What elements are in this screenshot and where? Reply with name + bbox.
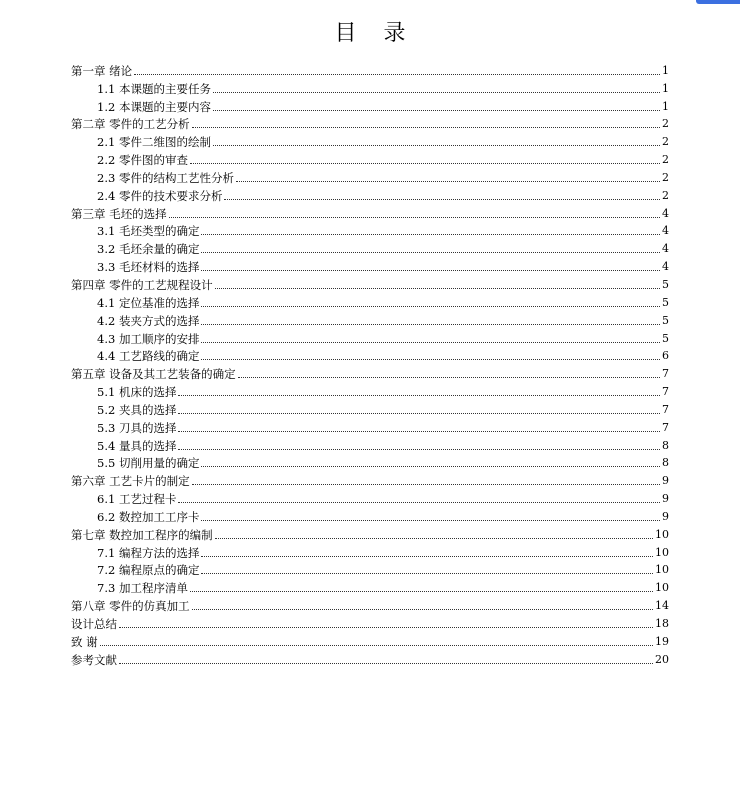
toc-entry[interactable] (71, 328, 669, 346)
dot-leader (224, 199, 660, 200)
toc-entry[interactable] (71, 310, 669, 328)
toc-entry-label: 3.2 毛坯余量的确定 (97, 242, 200, 257)
dot-leader (238, 377, 660, 378)
dot-leader (119, 663, 653, 664)
toc-entry[interactable] (71, 78, 669, 96)
toc-entry-page: 9 (662, 509, 669, 523)
toc-entry-page: 7 (662, 385, 669, 399)
dot-leader (178, 449, 660, 450)
toc-entry-page: 10 (655, 545, 669, 559)
toc-entry-page: 5 (662, 331, 669, 345)
toc-entry[interactable] (71, 363, 669, 381)
toc-entry[interactable] (71, 114, 669, 132)
toc-entry[interactable] (71, 381, 669, 399)
toc-entry-label: 5.2 夹具的选择 (97, 402, 177, 417)
dot-leader (190, 591, 653, 592)
dot-leader (201, 252, 660, 253)
toc-entry[interactable] (71, 256, 669, 274)
toc-entry[interactable] (71, 488, 669, 506)
toc-entry-label: 第二章 零件的工艺分析 (71, 117, 190, 132)
toc-entry-page: 8 (662, 456, 669, 470)
toc-entry-label: 7.2 编程原点的确定 (97, 563, 200, 578)
dot-leader (201, 270, 660, 271)
dot-leader (201, 520, 660, 521)
toc-entry[interactable] (71, 274, 669, 292)
toc-entry-label: 4.2 装夹方式的选择 (97, 313, 200, 328)
toc-entry-page: 10 (655, 581, 669, 595)
toc-entry-label: 6.2 数控加工工序卡 (97, 509, 200, 524)
corner-tab (696, 0, 740, 4)
toc-entry[interactable] (71, 292, 669, 310)
toc-entry-label: 2.3 零件的结构工艺性分析 (97, 170, 234, 185)
toc-entry-page: 7 (662, 402, 669, 416)
toc-entry[interactable] (71, 60, 669, 78)
toc-entry[interactable] (71, 203, 669, 221)
toc-entry-page: 8 (662, 438, 669, 452)
toc-entry-page: 10 (655, 563, 669, 577)
toc-entry[interactable] (71, 185, 669, 203)
toc-entry-page: 4 (662, 206, 669, 220)
toc-entry-label: 2.2 零件图的审查 (97, 153, 188, 168)
toc-entry[interactable] (71, 577, 669, 595)
dot-leader (201, 234, 660, 235)
dot-leader (169, 217, 660, 218)
toc-entry-label: 第八章 零件的仿真加工 (71, 599, 190, 614)
toc-entry-page: 7 (662, 367, 669, 381)
toc-entry[interactable] (71, 221, 669, 239)
toc-entry[interactable] (71, 631, 669, 649)
toc-entry-label: 5.3 刀具的选择 (97, 420, 177, 435)
toc-entry-label: 1.1 本课题的主要任务 (97, 81, 211, 96)
toc-entry[interactable] (71, 435, 669, 453)
toc-entry-label: 6.1 工艺过程卡 (97, 492, 177, 507)
dot-leader (178, 431, 660, 432)
toc-entry-label: 第五章 设备及其工艺装备的确定 (71, 367, 236, 382)
toc-entry-page: 5 (662, 277, 669, 291)
toc-entry-page: 2 (662, 153, 669, 167)
toc-entry-label: 2.1 零件二维图的绘制 (97, 135, 211, 150)
toc-entry-label: 第三章 毛坯的选择 (71, 206, 167, 221)
toc-entry-label: 5.1 机床的选择 (97, 385, 177, 400)
toc-entry-page: 5 (662, 295, 669, 309)
toc-entry[interactable] (71, 595, 669, 613)
toc-entry[interactable] (71, 470, 669, 488)
dot-leader (201, 342, 660, 343)
toc-entry-label: 7.1 编程方法的选择 (97, 545, 200, 560)
toc-entry-label: 第一章 绪论 (71, 63, 133, 78)
toc-entry-page: 1 (662, 63, 669, 77)
toc-entry-page: 19 (655, 634, 669, 648)
dot-leader (192, 609, 653, 610)
dot-leader (190, 163, 660, 164)
dot-leader (213, 92, 660, 93)
toc-entry-page: 4 (662, 260, 669, 274)
toc-entry-page: 2 (662, 188, 669, 202)
toc-entry-page: 14 (655, 599, 669, 613)
toc-entry-page: 10 (655, 527, 669, 541)
dot-leader (192, 127, 660, 128)
toc-entry-page: 18 (655, 617, 669, 630)
toc-entry[interactable] (71, 131, 669, 149)
toc-entry-label: 设计总结 (71, 617, 117, 631)
dot-leader (201, 359, 660, 360)
toc-entry-page: 4 (662, 242, 669, 256)
page-title: 目 录 (334, 21, 416, 46)
toc-entry[interactable] (71, 542, 669, 560)
toc-entry-label: 第六章 工艺卡片的制定 (71, 474, 190, 489)
toc-entry-label: 3.1 毛坯类型的确定 (97, 224, 200, 239)
toc-entry-label: 5.4 量具的选择 (97, 438, 177, 453)
dot-leader (201, 324, 660, 325)
toc-entry-page: 2 (662, 135, 669, 149)
toc-entry-page: 9 (662, 492, 669, 506)
toc-entry-label: 4.1 定位基准的选择 (97, 295, 200, 310)
table-of-contents (71, 60, 669, 667)
toc-entry-label: 2.4 零件的技术要求分析 (97, 188, 223, 203)
dot-leader (201, 573, 653, 574)
dot-leader (215, 538, 653, 539)
dot-leader (213, 110, 660, 111)
toc-entry-label: 3.3 毛坯材料的选择 (97, 260, 200, 275)
dot-leader (201, 466, 660, 467)
toc-entry-label: 第七章 数控加工程序的编制 (71, 527, 213, 542)
dot-leader (213, 145, 660, 146)
dot-leader (201, 556, 653, 557)
toc-entry-label: 致 谢 (71, 634, 98, 649)
dot-leader (178, 502, 660, 503)
dot-leader (178, 395, 660, 396)
toc-entry[interactable] (71, 649, 669, 667)
toc-entry[interactable] (71, 506, 669, 524)
toc-entry-page: 5 (662, 313, 669, 327)
toc-entry[interactable] (71, 167, 669, 185)
dot-leader (178, 413, 660, 414)
dot-leader (192, 484, 660, 485)
toc-entry-page: 9 (662, 474, 669, 488)
toc-entry-label: 参考文献 (71, 652, 117, 667)
toc-entry[interactable] (71, 453, 669, 471)
toc-entry-label: 第四章 零件的工艺规程设计 (71, 277, 213, 292)
toc-entry-page: 4 (662, 224, 669, 238)
toc-entry[interactable] (71, 399, 669, 417)
toc-entry-page: 1 (662, 81, 669, 95)
toc-entry[interactable] (71, 346, 669, 364)
toc-entry-label: 5.5 切削用量的确定 (97, 456, 200, 471)
toc-entry-label: 7.3 加工程序清单 (97, 581, 188, 596)
toc-entry-page: 20 (655, 652, 669, 666)
toc-entry-label: 4.3 加工顺序的安排 (97, 331, 200, 346)
toc-entry-page: 6 (662, 349, 669, 363)
toc-entry[interactable] (71, 613, 669, 631)
dot-leader (119, 627, 653, 628)
toc-entry[interactable] (71, 149, 669, 167)
toc-entry-label: 4.4 工艺路线的确定 (97, 349, 200, 364)
toc-entry[interactable] (71, 238, 669, 256)
toc-entry-label: 1.2 本课题的主要内容 (97, 99, 211, 114)
toc-entry[interactable] (71, 524, 669, 542)
toc-entry[interactable] (71, 96, 669, 114)
dot-leader (134, 74, 660, 75)
toc-entry[interactable] (71, 417, 669, 435)
toc-entry-page: 2 (662, 170, 669, 184)
dot-leader (236, 181, 660, 182)
dot-leader (201, 306, 660, 307)
toc-entry[interactable] (71, 560, 669, 578)
dot-leader (100, 645, 653, 646)
toc-entry-page: 7 (662, 420, 669, 434)
toc-entry-page: 2 (662, 117, 669, 131)
toc-entry-page: 1 (662, 99, 669, 113)
dot-leader (215, 288, 660, 289)
